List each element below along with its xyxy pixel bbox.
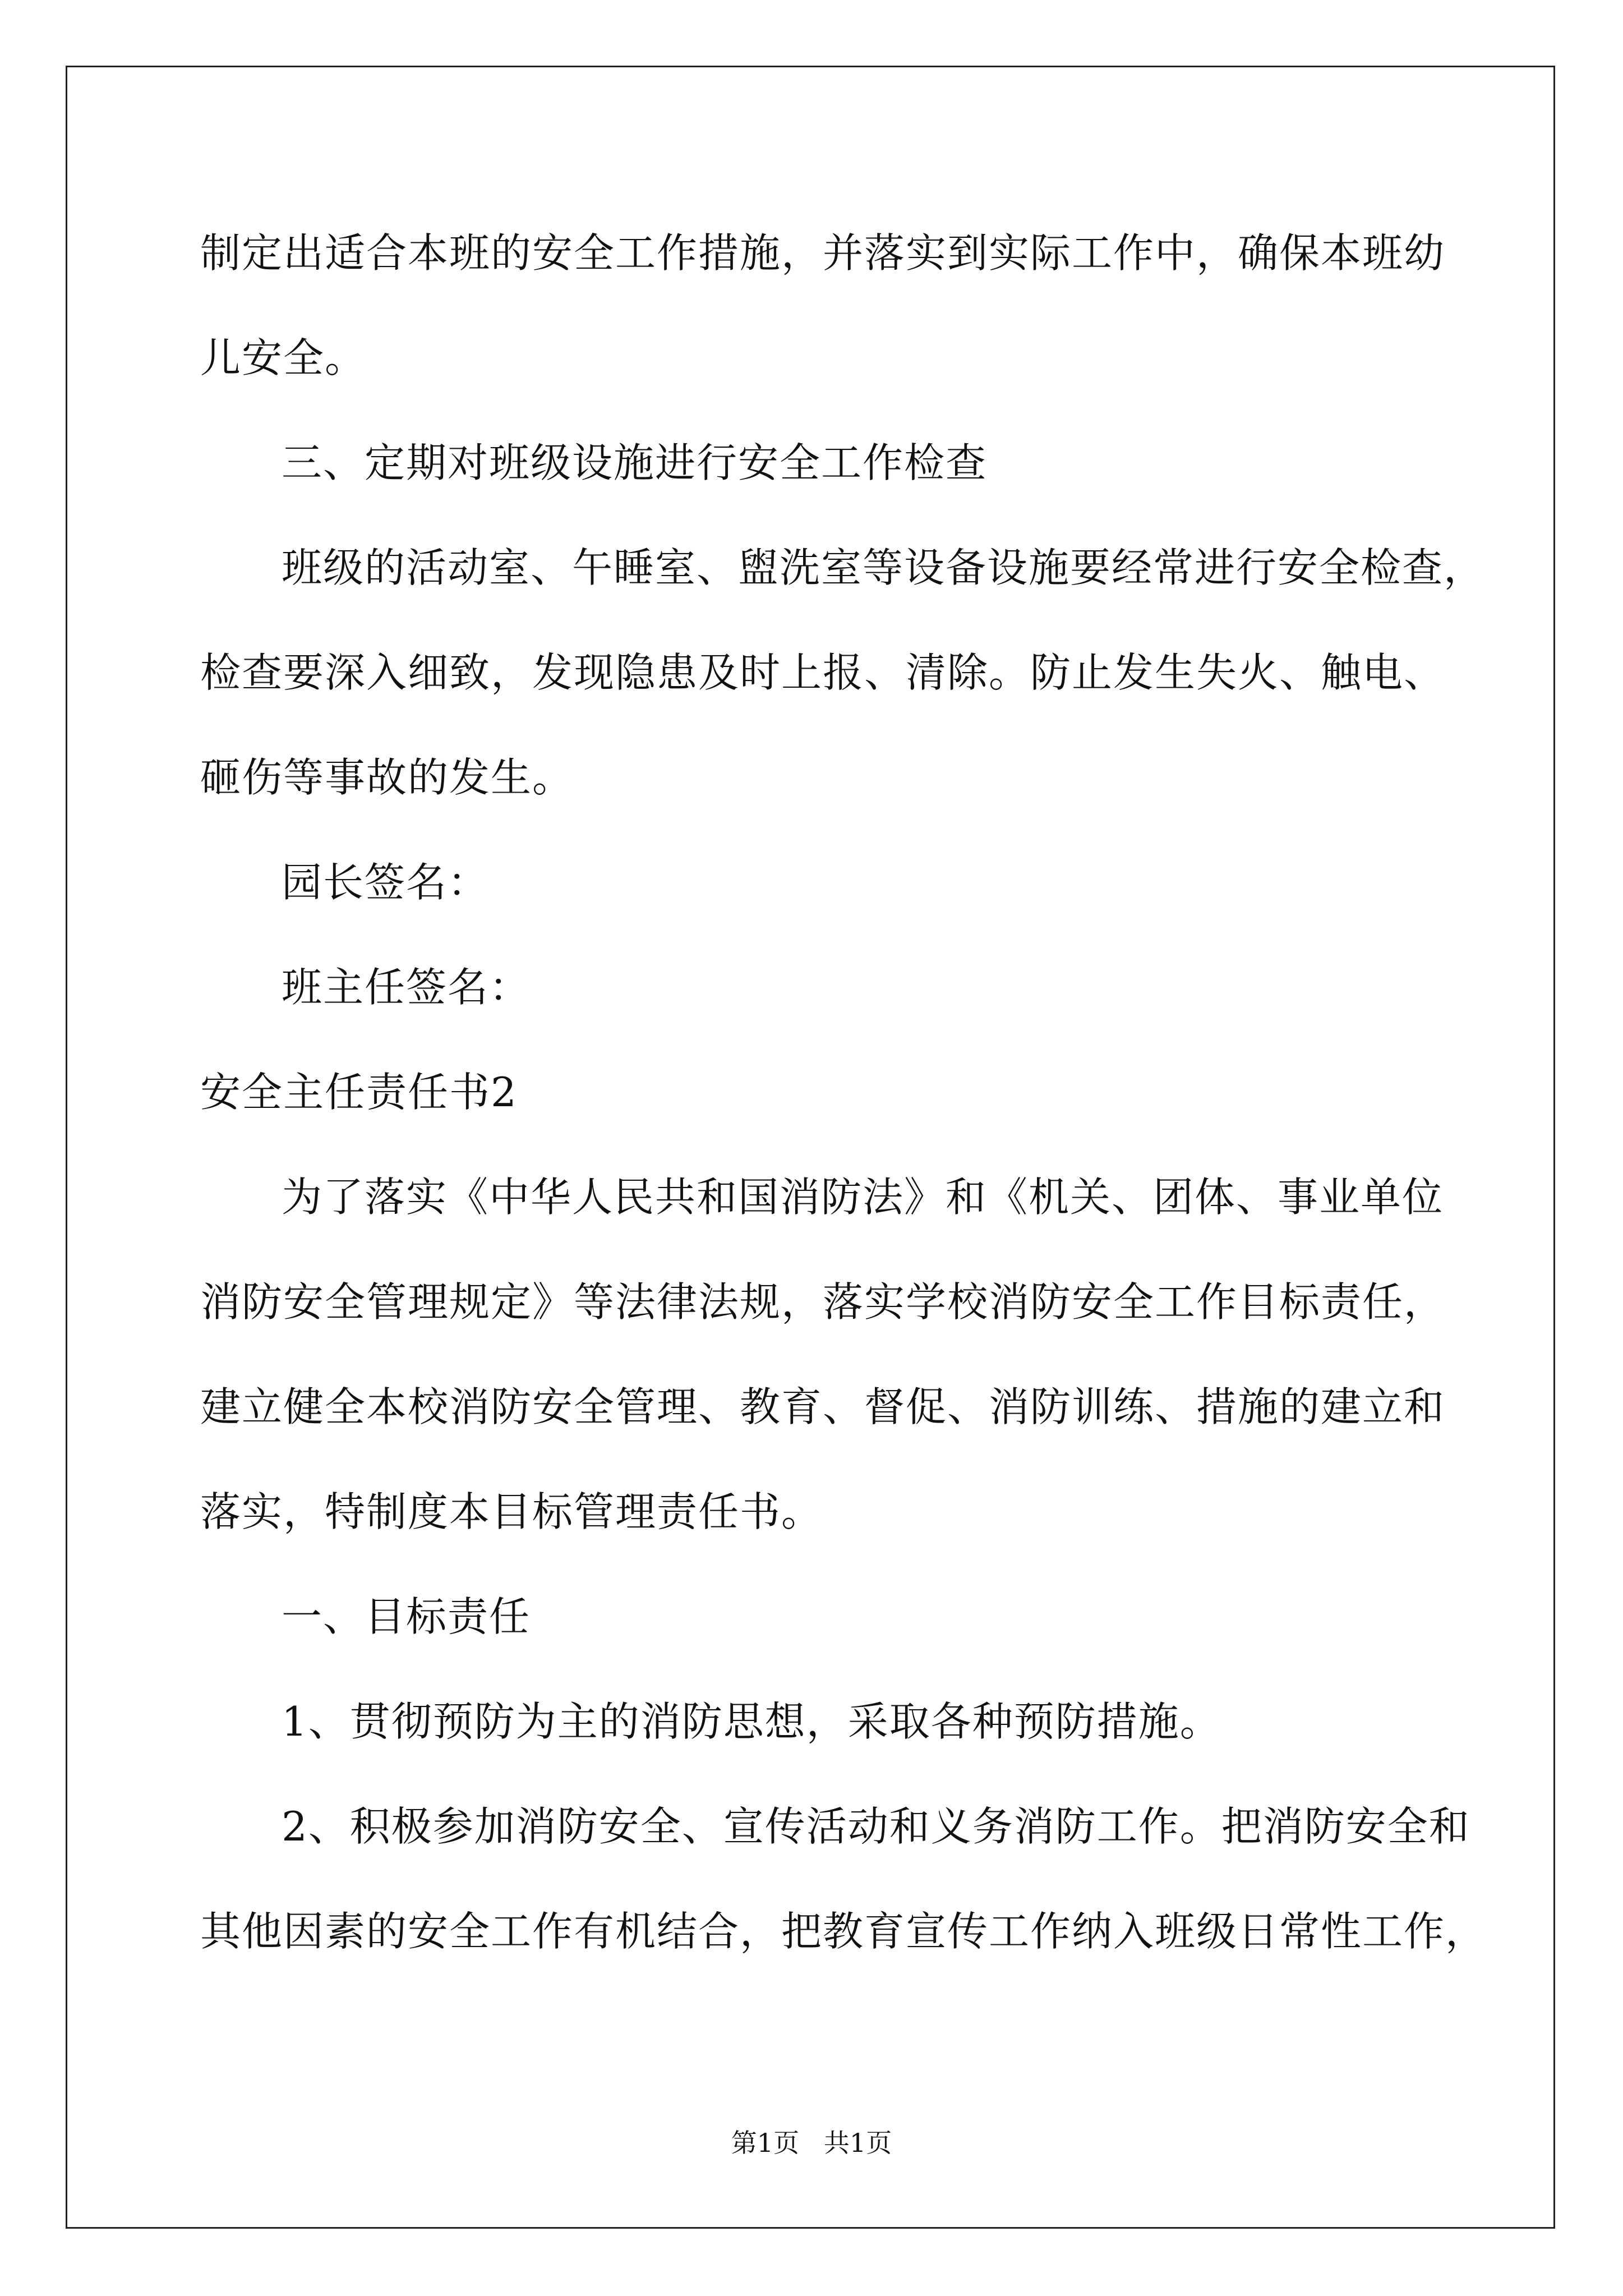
list-item: 2、积极参加消防安全、宣传活动和义务消防工作。把消防安全和 <box>282 1803 1470 1850</box>
text-line: 消防安全管理规定》等法律法规，落实学校消防安全工作目标责任， <box>200 1278 1446 1326</box>
section-heading: 一、目标责任 <box>282 1593 531 1640</box>
text-line: 儿安全。 <box>200 334 367 381</box>
text-line: 砸伤等事故的发生。 <box>200 754 574 801</box>
text-line: 其他因素的安全工作有机结合，把教育宣传工作纳入班级日常性工作， <box>200 1908 1487 1955</box>
document-title: 安全主任责任书2 <box>200 1069 518 1116</box>
text-line: 落实，特制度本目标管理责任书。 <box>200 1488 823 1535</box>
list-item: 1、贯彻预防为主的消防思想，采取各种预防措施。 <box>282 1698 1221 1745</box>
text-line: 建立健全本校消防安全管理、教育、督促、消防训练、措施的建立和 <box>200 1383 1446 1430</box>
text-line: 检查要深入细致，发现隐患及时上报、清除。防止发生失火、触电、 <box>200 649 1446 696</box>
page-footer: 第1页 共1页 <box>731 2128 892 2158</box>
text-line: 班级的活动室、午睡室、盥洗室等设备设施要经常进行安全检查， <box>282 544 1486 591</box>
text-line: 为了落实《中华人民共和国消防法》和《机关、团体、事业单位 <box>282 1174 1444 1221</box>
signature-principal: 园长签名： <box>282 859 490 906</box>
signature-head-teacher: 班主任签名： <box>282 964 531 1011</box>
text-line: 制定出适合本班的安全工作措施，并落实到实际工作中，确保本班幼 <box>200 229 1446 277</box>
section-heading: 三、定期对班级设施进行安全工作检查 <box>282 439 988 486</box>
